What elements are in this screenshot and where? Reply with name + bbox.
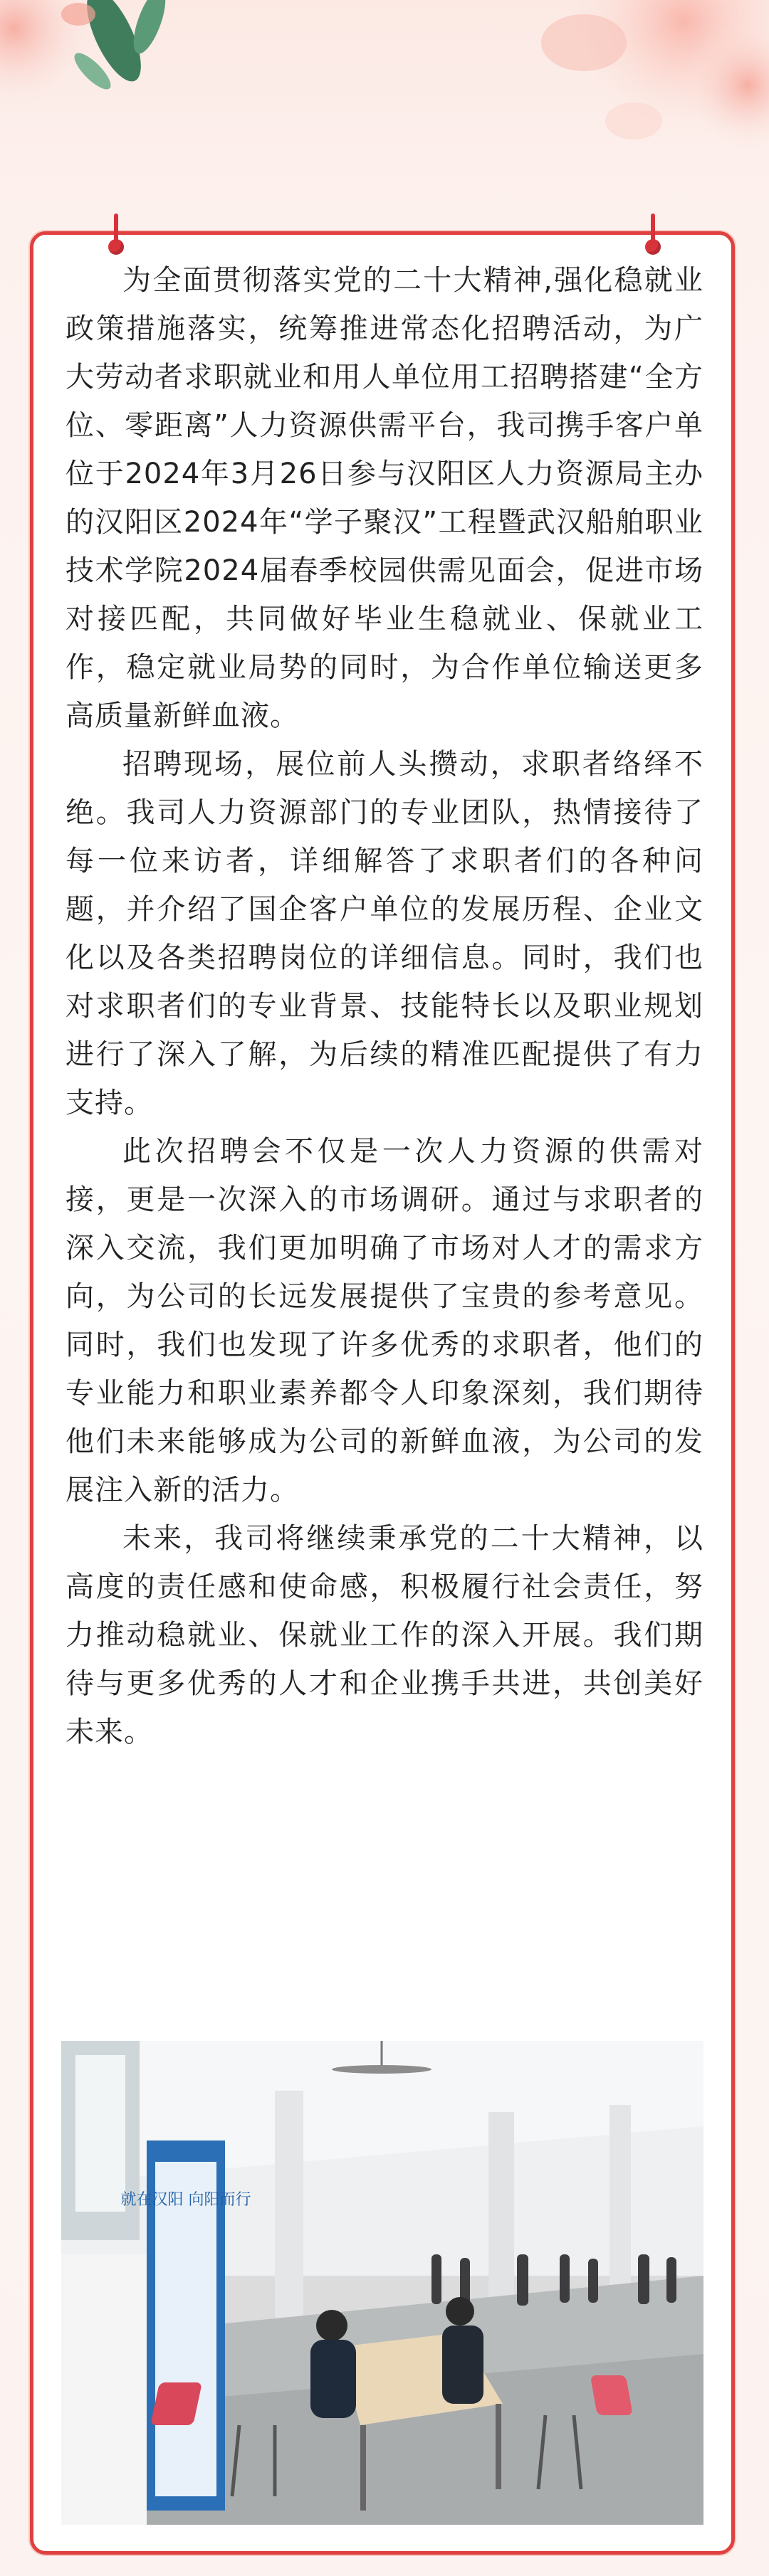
job-fair-photo bbox=[61, 2041, 703, 2525]
paragraph-future: 未来，我司将继续秉承党的二十大精神，以高度的责任感和使命感，积极履行社会责任，努力推动稳就业、保就业工作的深入开展。我们期待与更多优秀的人才和企业携手共进，共创美好未来。 bbox=[66, 1522, 703, 1748]
paragraph-recruitment-scene: 招聘现场，展位前人头攒动，求职者络绎不绝。我司人力资源部门的专业团队，热情接待了每一位来访者，详细解答了求职者们的各种问题，并介绍了国企客户单位的发展历程、企业文化以及各类招聘岗位的详细信息。同时，我们也对求职者们的专业背景、技能特长以及职业规划进行了深入了解，为后续的精准匹配提供了有力支持。 bbox=[66, 748, 703, 1119]
banner-text: 就在汉阳 向阳而行 bbox=[120, 2191, 251, 2209]
article-body bbox=[66, 256, 703, 1756]
paragraph-intro: 为全面贯彻落实党的二十大精神,强化稳就业政策措施落实，统筹推进常态化招聘活动，为广大劳动者求职就业和用人单位用工招聘搭建“全方位、零距离”人力资源供需平台，我司携手客户单位于2024年3月26日参与汉阳区人力资源局主办的汉阳区2024年“学子聚汉”工程暨武汉船舶职业技术学院2024届春季校园供需见面会，促进市场对接匹配，共同做好毕业生稳就业、保就业工作，稳定就业局势的同时，为合作单位输送更多高质量新鲜血液。 bbox=[66, 264, 703, 732]
paragraph-market-research: 此次招聘会不仅是一次人力资源的供需对接，更是一次深入的市场调研。通过与求职者的深入交流，我们更加明确了市场对人才的需求方向，为公司的长远发展提供了宝贵的参考意见。同时，我们也发现了许多优秀的求职者，他们的专业能力和职业素养都令人印象深刻，我们期待他们未来能够成为公司的新鲜血液，为公司的发展注入新的活力。 bbox=[66, 1135, 703, 1506]
left-pin-icon bbox=[108, 213, 124, 255]
floral-decoration-icon bbox=[0, 0, 769, 213]
job-fair-illustration bbox=[61, 2041, 703, 2525]
right-pin-icon bbox=[645, 213, 661, 255]
